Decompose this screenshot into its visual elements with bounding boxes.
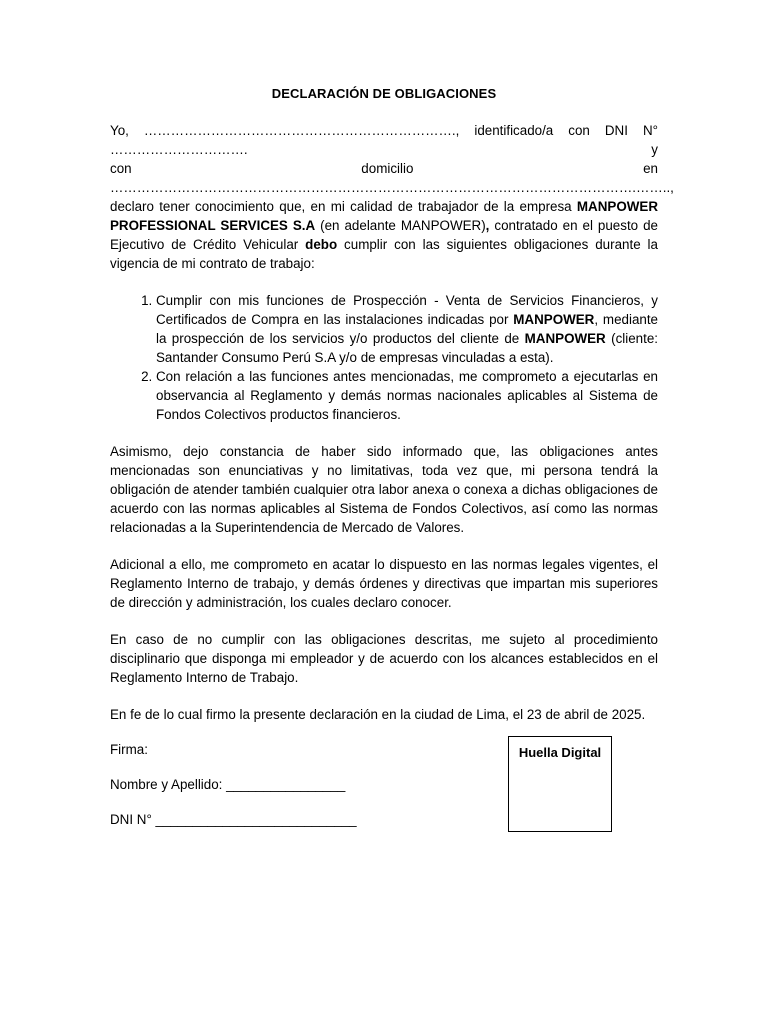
item-1-text-a: Cumplir con mis funciones de Prospección - Venta de Servicios Financieros, y Certificados de Compra en las instalaciones indicadas por — [156, 293, 658, 327]
list-item — [156, 291, 658, 367]
intro-text-2: (en adelante MANPOWER) — [315, 218, 486, 233]
obligations-list — [110, 291, 658, 424]
intro-line-2: con domicilio en ……………………………………………………………………………………………………….…….., — [110, 161, 674, 195]
intro-text-4: cumplir con las siguientes obligaciones durante la vigencia de mi contrato de trabajo: — [110, 237, 658, 271]
paragraph-adicional: Adicional a ello, me comprometo en acatar lo dispuesto en las normas legales vigentes, el Reglamento Interno de trabajo, y demás órdenes y directivas que impartan mis superiores de dirección y administración, los cuales declaro conocer. — [110, 557, 658, 610]
intro-line-1: Yo, ……………………………………………………………., identificado/a con DNI N° …………………………. y — [110, 123, 658, 157]
item-1-bold-2: MANPOWER — [524, 331, 606, 346]
document-body — [110, 84, 674, 742]
item-1-text-d: (cliente: Santander Consumo Perú S.A y/o de empresas vinculadas a esta). — [156, 331, 658, 365]
intro-text-1: declaro tener conocimiento que, en mi calidad de trabajador de la empresa — [110, 199, 577, 214]
intro-paragraph — [110, 121, 674, 273]
paragraph-firma-fecha: En fe de lo cual firmo la presente declaración en la ciudad de Lima, el 23 de abril de 2025. — [110, 707, 646, 722]
document-title: DECLARACIÓN DE OBLIGACIONES — [271, 86, 497, 101]
item-2-text: Con relación a las funciones antes mencionadas, me comprometo a ejecutarlas en observancia al Reglamento y demás normas nacionales aplicables al Sistema de Fondos Colectivos productos financieros. — [156, 369, 658, 422]
paragraph-asimismo: Asimismo, dejo constancia de haber sido informado que, las obligaciones antes mencionadas son enunciativas y no limitativas, toda vez que, mi persona tendrá la obligación de atender también cualquier otra labor anexa o conexa a dichas obligaciones de acuerdo con las normas aplicables al Sistema de Fondos Colectivos, así como las normas relacionadas a la Superintendencia de Mercado de Valores. — [110, 444, 658, 535]
company-name: MANPOWER PROFESSIONAL SERVICES S.A — [110, 199, 658, 233]
signature-label: Firma: — [110, 742, 148, 757]
intro-text-3: contratado en el puesto de Ejecutivo de Crédito Vehicular — [110, 218, 658, 252]
list-item — [156, 367, 658, 424]
item-1-bold-1: MANPOWER — [513, 312, 595, 327]
fingerprint-box — [508, 736, 612, 832]
item-1-text-c: , mediante la prospección de los servicios y/o productos del cliente de — [156, 312, 659, 346]
debo-word: debo — [305, 237, 338, 252]
signature-block — [110, 740, 470, 845]
dni-field: DNI N° ___________________________ — [110, 812, 357, 827]
fingerprint-label: Huella Digital — [518, 745, 602, 760]
intro-comma: , — [485, 218, 490, 233]
name-field: Nombre y Apellido: ________________ — [110, 777, 346, 792]
paragraph-incumplimiento: En caso de no cumplir con las obligaciones descritas, me sujeto al procedimiento disciplinario que disponga mi empleador y de acuerdo con los alcances establecidos en el Reglamento Interno de Trabajo. — [110, 632, 658, 685]
